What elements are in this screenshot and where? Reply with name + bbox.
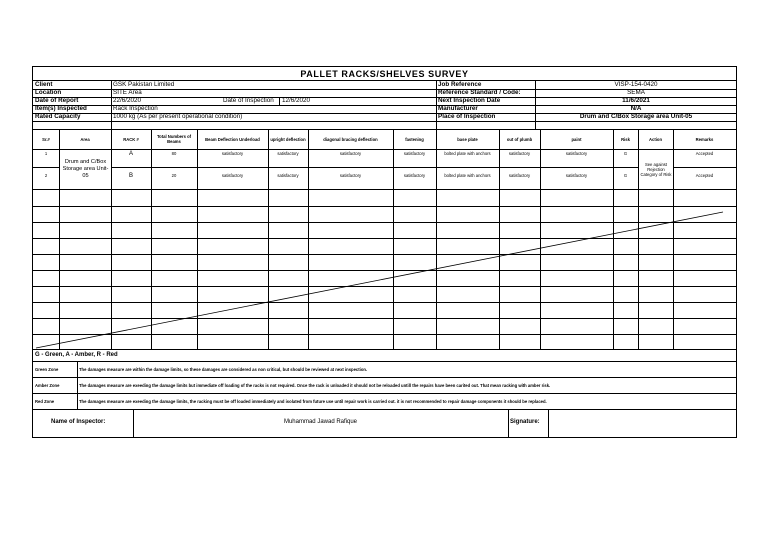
- client-label: Client: [35, 81, 53, 88]
- signature-label: Signature:: [510, 419, 540, 425]
- location-label: Location: [35, 89, 62, 96]
- table-cell: satisfactory: [508, 151, 531, 156]
- survey-sheet: [32, 66, 737, 438]
- table-cell: 2: [44, 173, 48, 178]
- zone-label: Red Zone: [35, 399, 55, 404]
- divider: [33, 361, 736, 362]
- col-header: diagonal bracing deflection: [323, 136, 378, 142]
- table-cell: satisfactory: [565, 151, 588, 156]
- table-cell: satisfactory: [221, 173, 244, 178]
- divider: [77, 361, 78, 409]
- col-header: upright deflection: [270, 136, 306, 142]
- table-cell: satisfactory: [403, 173, 426, 178]
- col-header: out of plumb: [506, 136, 533, 142]
- date-report-value: 22/6/2020: [113, 97, 142, 104]
- next-insp-label: Next Inspection Date: [438, 97, 501, 104]
- table-cell: satisfactory: [221, 151, 244, 156]
- client-value: GSK Pakistan Limited: [113, 81, 175, 88]
- place-label: Place of Inspection: [438, 113, 496, 120]
- zone-text: The damages measure are exeeding the damage limits, the racking must be off loaded immediately and isolated from future use until repair work is carried out. it is not recommended to repair damage components it should be replaced.: [79, 399, 547, 404]
- items-label: Item(s) Inspected: [35, 105, 87, 112]
- col-header: paint: [571, 136, 582, 142]
- page-title: PALLET RACKS/SHELVES SURVEY: [33, 67, 736, 81]
- table-cell: bolted plate with anchors: [444, 151, 491, 156]
- manufacturer-label: Manufacturer: [438, 105, 478, 112]
- table-cell: G: [623, 151, 628, 156]
- manufacturer-value: N/A: [630, 105, 642, 112]
- table-cell: satisfactory: [339, 151, 362, 156]
- next-insp-value: 11/6/2021: [622, 97, 650, 104]
- divider: [33, 377, 736, 378]
- table-cell: satisfactory: [403, 151, 426, 156]
- place-value: Drum and C/Box Storage area Unit-05: [579, 113, 693, 120]
- capacity-label: Rated Capacity: [35, 113, 81, 120]
- table-cell: B: [128, 173, 133, 179]
- table-cell: 1: [44, 151, 48, 156]
- col-header: Sr.#: [42, 136, 50, 142]
- table-cell: 20: [171, 173, 177, 178]
- ref-std-value: SEMA: [627, 89, 645, 96]
- date-inspection-value: 12/6/2020: [282, 97, 311, 104]
- divider: [33, 393, 736, 394]
- divider: [508, 409, 509, 438]
- table-cell: satisfactory: [277, 173, 299, 178]
- col-header: Action: [648, 136, 663, 142]
- job-ref-label: Job Reference: [438, 81, 482, 88]
- col-header: Beam Deflection Underload: [205, 136, 260, 142]
- ref-std-label: Reference Standard / Code:: [438, 89, 521, 96]
- signature-field[interactable]: [549, 410, 735, 437]
- date-inspection-label: Date of Inspection: [223, 97, 274, 104]
- col-header: RACK #: [123, 136, 139, 142]
- table-cell: A: [128, 151, 133, 157]
- area-cell: Drum and C/Box Storage area Unit-05: [60, 150, 111, 189]
- col-header: Remarks: [695, 136, 714, 142]
- zone-label: Green Zone: [35, 367, 59, 372]
- date-report-label: Date of Report: [35, 97, 79, 104]
- inspector-name: Muhammad Jawad Rafique: [283, 419, 358, 425]
- job-ref-value: VISP-154-0420: [614, 81, 658, 88]
- table-cell: bolted plate with anchors: [444, 173, 491, 178]
- table-cell: satisfactory: [508, 173, 531, 178]
- location-value: SITE Area: [113, 89, 142, 96]
- col-header: base plate: [457, 136, 478, 142]
- strike-line: [33, 67, 736, 367]
- col-header: Area: [80, 136, 90, 142]
- col-header: Total Numbers of Beams: [156, 134, 192, 144]
- table-cell: G: [623, 173, 628, 178]
- zone-label: Amber Zone: [35, 383, 60, 388]
- table-cell: satisfactory: [339, 173, 362, 178]
- zone-text: The damages measure are within the damage limits, so these damages are considered as non critical, but should be reviewed at next inspection.: [79, 367, 368, 372]
- inspector-label: Name of Inspector:: [51, 419, 106, 425]
- action-cell: See against Rejection Category of Risk: [639, 150, 673, 189]
- zone-text: The damages measure are exeeding the damage limits but immediate off loading of the racks is not required. Once the rack is unloaded it should not be reloaded untill the repairs have been carited out. That mean racking with amber risk.: [79, 383, 551, 388]
- col-header: fastening: [405, 136, 424, 142]
- table-cell: satisfactory: [277, 151, 299, 156]
- items-value: Rack Inspection: [113, 105, 158, 112]
- table-cell: 80: [171, 151, 177, 156]
- strike-line-path: [36, 212, 723, 348]
- table-cell: Accepted: [695, 151, 714, 156]
- col-header: Risk: [621, 136, 630, 142]
- table-cell: satisfactory: [565, 173, 588, 178]
- risk-legend: G - Green, A - Amber, R - Red: [35, 352, 118, 358]
- table-cell: Accepted: [695, 173, 714, 178]
- capacity-value: 1000 kg (As per present operational condition): [113, 113, 243, 120]
